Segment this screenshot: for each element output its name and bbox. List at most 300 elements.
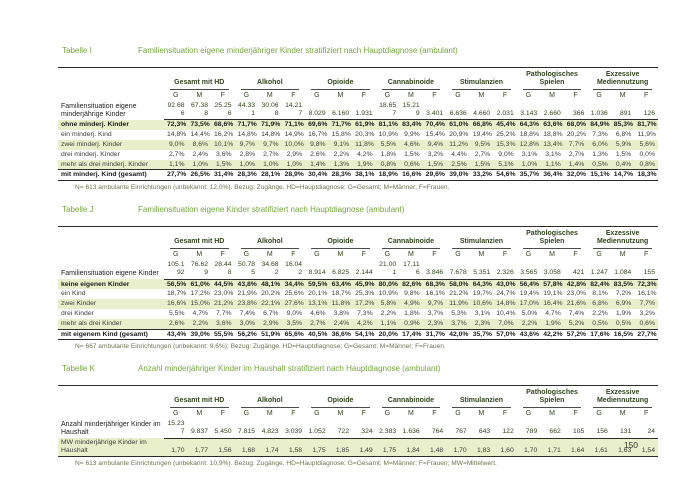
value-cell: 17,6%	[590, 330, 610, 338]
col-header: M	[266, 409, 273, 417]
value-cell: 10,0%	[284, 140, 304, 148]
table-K	[58, 385, 658, 457]
value-cell: 19,4%	[519, 290, 540, 298]
value-cell: 2,6%	[169, 319, 185, 327]
group-header-label: Exzessive Mediennutzung	[593, 387, 652, 408]
col-header: M	[337, 250, 344, 258]
total-cell: 15.219	[399, 101, 423, 120]
value-cell: 82,4%	[590, 280, 610, 288]
value-cell: 63,6%	[543, 121, 563, 129]
value-cell: 35,7%	[472, 330, 492, 338]
value-cell: 28,3%	[331, 171, 351, 179]
value-cell: 1,68	[241, 446, 256, 454]
value-cell: 1,64	[571, 446, 585, 454]
stub-header: Anzahl minderjähriger Kinder im Haushalt	[61, 421, 161, 437]
col-header: F	[361, 91, 367, 99]
value-cell: 5,9%	[615, 140, 632, 148]
table-J	[58, 226, 658, 341]
table-label: Tabelle K	[62, 364, 95, 374]
value-cell: 30,4%	[308, 171, 328, 179]
row-label: zwei Kinder	[61, 300, 97, 308]
value-cell: 17,4%	[402, 330, 422, 338]
value-cell: 3,2%	[639, 309, 655, 317]
group-header	[446, 385, 517, 409]
col-header: F	[644, 409, 649, 417]
value-cell: 27,7%	[167, 171, 187, 179]
value-cell: 9,7%	[239, 140, 256, 148]
total-cell: 4.823	[258, 419, 282, 438]
table-row	[58, 170, 658, 181]
col-header: F	[220, 250, 225, 258]
col-header: F	[573, 250, 578, 258]
value-cell: 14,4%	[190, 131, 210, 139]
value-cell: 4,6%	[310, 309, 326, 317]
total-cell: 764	[423, 419, 447, 438]
value-cell: 9,0%	[286, 309, 303, 317]
table-row	[58, 120, 658, 130]
value-cell: 18,9%	[378, 171, 398, 179]
row-label: ohne minderj. Kinder	[61, 121, 129, 129]
value-cell: 5,8%	[380, 300, 397, 308]
value-cell: 1,5%	[474, 160, 491, 168]
total-cell: 24	[634, 419, 658, 438]
table-title: Familiensituation eigene minderjähriger Kinder stratifiziert nach Hauptdiagnose (ambulant)	[138, 46, 458, 55]
value-cell: 0,6%	[639, 319, 655, 327]
value-cell: 6,8%	[592, 300, 608, 308]
value-cell: 1,9%	[615, 309, 632, 317]
value-cell: 3,7%	[451, 319, 467, 327]
group-header	[164, 67, 235, 91]
total-cell: 3.565	[517, 260, 541, 279]
value-cell: 18,3%	[637, 171, 657, 179]
total-cell: 16.042	[282, 260, 306, 279]
total-cell: 156	[587, 419, 611, 438]
value-cell: 5,5%	[169, 309, 185, 317]
value-cell: 16,1%	[637, 290, 657, 298]
value-cell: 57,2%	[566, 330, 587, 338]
col-header: F	[220, 91, 225, 99]
value-cell: 16,4%	[543, 300, 563, 308]
value-cell: 18,7%	[167, 290, 187, 298]
value-cell: 7,4%	[239, 309, 256, 317]
value-cell: 15,4%	[425, 131, 445, 139]
value-cell: 12,8%	[519, 140, 540, 148]
value-cell: 56,5%	[167, 280, 187, 288]
row-label: ein Kind	[61, 290, 86, 298]
value-cell: 22,1%	[261, 300, 281, 308]
value-cell: 14,8%	[261, 131, 281, 139]
value-cell: 9,0%	[498, 150, 514, 158]
total-cell: 105.192	[164, 260, 188, 279]
value-cell: 16,6%	[402, 171, 422, 179]
value-cell: 4,7%	[192, 309, 209, 317]
total-cell: 5.351	[470, 260, 494, 279]
value-cell: 61,0%	[190, 280, 210, 288]
total-cell: 3.846	[423, 260, 447, 279]
value-cell: 28,3%	[237, 171, 257, 179]
table-footnote: N= 613 ambulante Einrichtungen (unbekannt: 12,0%). Bezug: Zugänge. HD=Hauptdiagnose; G=Gesamt; M=Männer; F=Frauen.	[75, 184, 450, 192]
total-cell: 5.450	[211, 419, 235, 438]
total-cell: 2.031	[493, 101, 517, 120]
value-cell: 51,9%	[261, 330, 281, 338]
total-cell: 324	[352, 419, 376, 438]
col-header: M	[619, 250, 626, 258]
col-header: M	[266, 91, 273, 99]
value-cell: 54,6%	[496, 171, 516, 179]
group-header	[517, 226, 588, 250]
table-row	[58, 160, 658, 170]
value-cell: 81,7%	[637, 121, 657, 129]
total-cell: 3.058	[540, 260, 564, 279]
value-cell: 10,4%	[496, 309, 516, 317]
table-footnote: N= 667 ambulante Einrichtungen (unbekannt: 9,6%); Bezug: Zugänge. HD=Hauptdiagnose; G=Gesamt; M=Männer; F=Frauen.	[75, 343, 446, 351]
group-header	[376, 226, 447, 250]
value-cell: 83,4%	[402, 121, 422, 129]
value-cell: 7,4%	[568, 309, 585, 317]
value-cell: 2,7%	[310, 319, 326, 327]
col-header: M	[549, 250, 555, 258]
col-header: G	[525, 250, 532, 258]
value-cell: 13,4%	[543, 140, 563, 148]
total-cell: 18.657	[376, 101, 400, 120]
total-cell: 25.256	[211, 101, 235, 120]
group-header-label: Cannabinoide	[382, 77, 441, 90]
value-cell: 58,0%	[449, 280, 469, 288]
value-cell: 1,63	[618, 446, 632, 454]
value-cell: 72,3%	[637, 280, 657, 288]
value-cell: 5,3%	[451, 309, 467, 317]
col-header: F	[644, 250, 649, 258]
table-row	[58, 309, 658, 319]
value-cell: 25,3%	[355, 290, 375, 298]
value-cell: 9,8%	[404, 290, 420, 298]
value-cell: 1,4%	[568, 160, 585, 168]
value-cell: 1,77	[194, 446, 209, 454]
value-cell: 83,5%	[613, 280, 634, 288]
row-label: keine eigenen Kinder	[61, 280, 130, 288]
col-header: G	[596, 250, 602, 258]
value-cell: 6,8%	[615, 131, 632, 139]
value-cell: 19,1%	[543, 290, 563, 298]
value-cell: 16,2%	[214, 131, 234, 139]
group-header	[305, 226, 376, 250]
table-caption-J	[62, 205, 658, 215]
col-header: G	[384, 91, 391, 99]
value-cell: 25,6%	[284, 290, 304, 298]
total-cell: 155	[634, 260, 658, 279]
group-header	[587, 226, 658, 250]
value-cell: 31,4%	[214, 171, 234, 179]
value-cell: 14,7%	[613, 171, 634, 179]
value-cell: 1,0%	[239, 160, 256, 168]
value-cell: 21,2%	[449, 290, 469, 298]
value-cell: 36,4%	[543, 171, 563, 179]
value-cell: 1,48	[429, 446, 444, 454]
value-cell: 10,9%	[378, 131, 398, 139]
value-cell: 11,8%	[331, 300, 351, 308]
total-cell: 421	[564, 260, 588, 279]
value-cell: 82,6%	[402, 280, 422, 288]
col-header: M	[478, 409, 485, 417]
col-header: G	[596, 91, 602, 99]
col-header: G	[455, 409, 461, 417]
table-row	[58, 140, 658, 150]
value-cell: 23,8%	[237, 300, 257, 308]
value-cell: 6,7%	[263, 309, 279, 317]
value-cell: 43,4%	[167, 330, 187, 338]
value-cell: 2,7%	[568, 150, 585, 158]
value-cell: 56,4%	[519, 280, 540, 288]
total-cell: 67.388	[188, 101, 212, 120]
header-row	[58, 67, 658, 91]
group-header-label: Exzessive Mediennutzung	[593, 228, 652, 249]
table-label: Tabelle I	[62, 46, 92, 55]
col-header: M	[266, 250, 273, 258]
group-header-label: Alkohol	[241, 77, 300, 90]
col-header: M	[407, 409, 414, 417]
group-header	[446, 226, 517, 250]
total-cell: 1.052	[305, 419, 329, 438]
total-cell: 366	[564, 101, 588, 120]
total-cell: 126	[634, 101, 658, 120]
group-header-label: Opioide	[311, 395, 370, 408]
value-cell: 85,3%	[613, 121, 634, 129]
value-cell: 71,1%	[284, 121, 304, 129]
group-header	[235, 67, 306, 91]
group-header-label: Stimulanzien	[452, 395, 511, 408]
value-cell: 4,9%	[404, 300, 420, 308]
value-cell: 40,5%	[308, 330, 328, 338]
col-header: F	[432, 409, 437, 417]
group-header	[376, 67, 447, 91]
col-header: G	[525, 409, 532, 417]
value-cell: 61,9%	[355, 121, 375, 129]
value-cell: 36,6%	[331, 330, 351, 338]
group-header-label: Gesamt mit HD	[170, 395, 229, 408]
total-cell: 3.039	[282, 419, 306, 438]
total-cell: 3.143	[517, 101, 541, 120]
value-cell: 1,1%	[169, 160, 185, 168]
value-cell: 11,9%	[449, 300, 468, 308]
row-label: drei Kinder	[61, 309, 94, 317]
col-header: G	[243, 409, 250, 417]
value-cell: 70,4%	[425, 121, 445, 129]
value-cell: 9,4%	[427, 140, 444, 148]
total-cell: 8.029	[305, 101, 329, 120]
col-header: F	[432, 91, 437, 99]
value-cell: 39,0%	[190, 330, 210, 338]
value-cell: 18,7%	[331, 290, 351, 298]
value-cell: 14,9%	[284, 131, 304, 139]
value-cell: 3,1%	[474, 309, 491, 317]
col-header: F	[291, 409, 296, 417]
group-header-label: Gesamt mit HD	[170, 77, 229, 90]
data-table-I	[58, 67, 658, 182]
total-cell: 6.160	[329, 101, 353, 120]
total-cell: 1.931	[352, 101, 376, 120]
group-header	[446, 67, 517, 91]
total-cell: 28.448	[211, 260, 235, 279]
header-row	[58, 385, 658, 409]
value-cell: 28,1%	[261, 171, 281, 179]
value-cell: 26,5%	[190, 171, 210, 179]
total-cell: 789	[517, 419, 541, 438]
value-cell: 7,2%	[615, 290, 632, 298]
table-title: Familiensituation eigene Kinder stratifiziert nach Hauptdiagnose (ambulant)	[138, 205, 405, 215]
value-cell: 11,8%	[355, 140, 374, 148]
col-header: F	[644, 91, 649, 99]
total-cell: 14.217	[282, 101, 306, 120]
value-cell: 20,2%	[261, 290, 281, 298]
value-cell: 8,1%	[592, 290, 608, 298]
value-cell: 64,3%	[472, 280, 492, 288]
value-cell: 16,5%	[613, 330, 634, 338]
col-header: M	[196, 91, 203, 99]
group-header	[305, 67, 376, 91]
value-cell: 27,6%	[284, 300, 304, 308]
col-header: G	[243, 250, 250, 258]
value-cell: 1,0%	[192, 160, 209, 168]
value-cell: 45,9%	[355, 280, 375, 288]
value-cell: 1,0%	[286, 160, 303, 168]
value-cell: 4,4%	[451, 150, 467, 158]
value-cell: 6,0%	[592, 140, 608, 148]
value-cell: 0,5%	[592, 319, 608, 327]
value-cell: 1,4%	[310, 160, 326, 168]
col-header: G	[455, 91, 461, 99]
value-cell: 1,8%	[404, 309, 420, 317]
value-cell: 1,71	[547, 446, 561, 454]
total-cell: 21.001	[376, 260, 400, 279]
value-cell: 15,0%	[190, 300, 210, 308]
col-header: M	[478, 250, 485, 258]
value-cell: 7,0%	[498, 319, 514, 327]
value-cell: 55,5%	[214, 330, 234, 338]
value-cell: 16,6%	[167, 300, 187, 308]
group-header-label: Opioide	[311, 77, 370, 90]
value-cell: 0,5%	[615, 319, 632, 327]
group-header-label: Gesamt mit HD	[170, 236, 229, 249]
value-cell: 0,4%	[615, 160, 632, 168]
value-cell: 2,7%	[169, 150, 185, 158]
value-cell: 3,6%	[216, 319, 232, 327]
page-number: 150	[623, 440, 638, 450]
col-header: F	[502, 250, 508, 258]
group-header	[164, 226, 235, 250]
value-cell: 64,3%	[519, 121, 540, 129]
total-cell: 1.636	[399, 419, 423, 438]
col-header: G	[314, 250, 320, 258]
value-cell: 43,8%	[237, 280, 257, 288]
value-cell: 7,7%	[216, 309, 232, 317]
value-cell: 1,5%	[216, 160, 232, 168]
data-table-K	[58, 385, 658, 457]
total-cell: 9.837	[188, 419, 212, 438]
value-cell: 1,0%	[521, 160, 538, 168]
value-cell: 1,5%	[427, 160, 444, 168]
value-cell: 65,6%	[284, 330, 304, 338]
value-cell: 14,8%	[496, 300, 516, 308]
total-cell: 767	[446, 419, 470, 438]
total-cell: 44.331	[235, 101, 259, 120]
value-cell: 9,1%	[333, 140, 350, 148]
value-cell: 20,2%	[566, 131, 587, 139]
value-cell: 2,9%	[286, 150, 303, 158]
table-footnote: N= 613 ambulante Einrichtungen (unbekannt: 10,9%). Bezug: Zugänge. HD=Hauptdiagnose; G=Gesamt; M=Männer; F=Frauen; MW=Mittelwert.	[75, 459, 497, 467]
table-title: Anzahl minderjähriger Kinder im Haushalt stratifiziert nach Hauptdiagnose (ambulant)	[138, 364, 441, 374]
group-header-label: Cannabinoide	[382, 395, 441, 408]
value-cell: 7,3%	[357, 309, 373, 317]
value-cell: 1,75	[312, 446, 326, 454]
col-header: G	[173, 250, 179, 258]
value-cell: 1,60	[500, 446, 514, 454]
total-cell: 1.084	[611, 260, 635, 279]
value-cell: 80,0%	[378, 280, 398, 288]
value-cell: 1,83	[476, 446, 491, 454]
value-cell: 1,8%	[380, 150, 397, 158]
col-header: F	[573, 91, 578, 99]
table-row	[58, 130, 658, 140]
group-header-label: Exzessive Mediennutzung	[593, 69, 652, 90]
group-header-label: Stimulanzien	[452, 236, 511, 249]
value-cell: 20,1%	[308, 290, 328, 298]
value-cell: 54,1%	[355, 330, 375, 338]
col-header: F	[361, 250, 367, 258]
value-cell: 5,1%	[498, 160, 514, 168]
group-header-label: Cannabinoide	[382, 236, 441, 249]
value-cell: 66,8%	[472, 121, 492, 129]
col-header: G	[384, 250, 391, 258]
row-label: mehr als drei minderj. Kinder	[61, 160, 148, 168]
value-cell: 20,9%	[449, 131, 469, 139]
total-cell: 8.914	[305, 260, 329, 279]
value-cell: 5,0%	[521, 309, 538, 317]
value-cell: 0,0%	[639, 150, 655, 158]
group-header	[517, 67, 588, 91]
value-cell: 2,2%	[333, 150, 350, 158]
col-header: M	[337, 409, 344, 417]
col-header: F	[502, 91, 508, 99]
value-cell: 1,85	[335, 446, 350, 454]
value-cell: 2,4%	[192, 150, 209, 158]
table-row	[58, 329, 658, 340]
value-cell: 34,4%	[284, 280, 304, 288]
value-cell: 3,1%	[521, 150, 538, 158]
value-cell: 24,7%	[496, 290, 516, 298]
value-cell: 18,8%	[543, 131, 563, 139]
table-label: Tabelle J	[62, 205, 94, 215]
value-cell: 7,7%	[639, 300, 655, 308]
col-header: F	[502, 409, 508, 417]
row-label: MW minderjährige Kinder im Haushalt	[61, 439, 147, 454]
value-cell: 15,8%	[331, 131, 351, 139]
col-header: G	[243, 91, 250, 99]
value-cell: 2,3%	[427, 319, 444, 327]
value-cell: 9,5%	[474, 140, 491, 148]
header-row	[58, 226, 658, 250]
value-cell: 10,6%	[472, 300, 492, 308]
value-cell: 4,2%	[357, 319, 373, 327]
table-row	[58, 279, 658, 289]
row-label: zwei minderj. Kinder	[61, 140, 123, 148]
total-cell: 662	[540, 419, 564, 438]
table-row	[58, 289, 658, 299]
total-cell: 722	[329, 419, 353, 438]
value-cell: 61,0%	[449, 121, 469, 129]
group-header	[235, 385, 306, 409]
value-cell: 44,5%	[214, 280, 234, 288]
value-cell: 2,5%	[451, 160, 467, 168]
